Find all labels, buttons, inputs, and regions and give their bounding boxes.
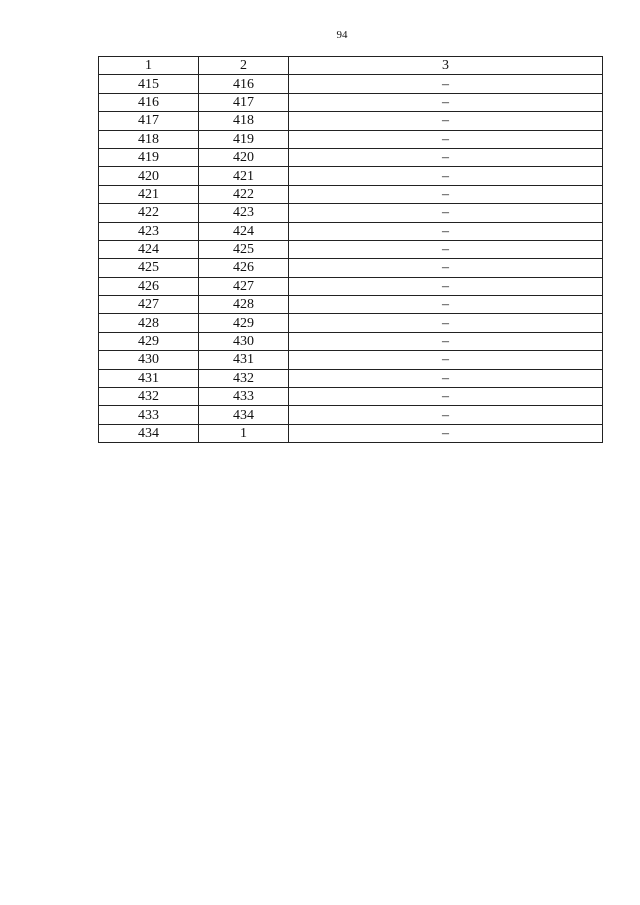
table-row xyxy=(99,75,603,93)
table-cell: – xyxy=(289,424,603,442)
table-cell: 421 xyxy=(99,185,199,203)
table-header xyxy=(99,57,603,75)
table-row xyxy=(99,222,603,240)
table-cell: – xyxy=(289,112,603,130)
table-cell: – xyxy=(289,259,603,277)
table-cell: 433 xyxy=(199,388,289,406)
table-cell: 423 xyxy=(99,222,199,240)
table-cell: 434 xyxy=(199,406,289,424)
table-row xyxy=(99,259,603,277)
header-row xyxy=(99,57,603,75)
table-cell: – xyxy=(289,130,603,148)
table-row xyxy=(99,112,603,130)
table-cell: 416 xyxy=(199,75,289,93)
table-cell: 427 xyxy=(199,277,289,295)
table-row xyxy=(99,406,603,424)
table-cell: 420 xyxy=(99,167,199,185)
table-cell: 418 xyxy=(99,130,199,148)
table-cell: 434 xyxy=(99,424,199,442)
table-cell: 429 xyxy=(199,314,289,332)
table-row xyxy=(99,369,603,387)
table-row xyxy=(99,93,603,111)
table-row xyxy=(99,167,603,185)
table-cell: – xyxy=(289,240,603,258)
table-row xyxy=(99,314,603,332)
table-cell: – xyxy=(289,406,603,424)
table-cell: – xyxy=(289,351,603,369)
table-row xyxy=(99,351,603,369)
table-cell: 422 xyxy=(99,204,199,222)
table-cell: – xyxy=(289,296,603,314)
table-cell: 419 xyxy=(199,130,289,148)
table-cell: 426 xyxy=(99,277,199,295)
table-cell: – xyxy=(289,185,603,203)
table-row xyxy=(99,332,603,350)
table-cell: 427 xyxy=(99,296,199,314)
table-row xyxy=(99,148,603,166)
column-header: 2 xyxy=(199,57,289,75)
table-cell: 420 xyxy=(199,148,289,166)
column-header: 1 xyxy=(99,57,199,75)
table-cell: 432 xyxy=(99,388,199,406)
table-cell: 432 xyxy=(199,369,289,387)
table-cell: – xyxy=(289,148,603,166)
table-row xyxy=(99,130,603,148)
table-cell: – xyxy=(289,277,603,295)
table-cell: 428 xyxy=(199,296,289,314)
table-cell: 417 xyxy=(199,93,289,111)
table-cell: – xyxy=(289,314,603,332)
table-cell: 426 xyxy=(199,259,289,277)
table-row xyxy=(99,185,603,203)
table-cell: 422 xyxy=(199,185,289,203)
table-cell: – xyxy=(289,222,603,240)
table-cell: 419 xyxy=(99,148,199,166)
table-cell: 425 xyxy=(99,259,199,277)
table-cell: 415 xyxy=(99,75,199,93)
table-cell: – xyxy=(289,369,603,387)
table-row xyxy=(99,204,603,222)
data-table xyxy=(98,56,603,443)
table-cell: – xyxy=(289,75,603,93)
table-cell: 416 xyxy=(99,93,199,111)
table-cell: – xyxy=(289,167,603,185)
page-number: 94 xyxy=(336,29,348,41)
table-cell: 421 xyxy=(199,167,289,185)
table-cell: – xyxy=(289,332,603,350)
table-cell: 425 xyxy=(199,240,289,258)
table-body xyxy=(99,75,603,443)
table-cell: 424 xyxy=(99,240,199,258)
table-cell: 424 xyxy=(199,222,289,240)
table-cell: – xyxy=(289,388,603,406)
table-cell: 429 xyxy=(99,332,199,350)
table-row xyxy=(99,240,603,258)
table-cell: 1 xyxy=(199,424,289,442)
table-cell: 418 xyxy=(199,112,289,130)
table-cell: 431 xyxy=(99,369,199,387)
table-row xyxy=(99,388,603,406)
table-cell: 428 xyxy=(99,314,199,332)
table-row xyxy=(99,296,603,314)
column-header: 3 xyxy=(289,57,603,75)
table-cell: 430 xyxy=(199,332,289,350)
table-row xyxy=(99,277,603,295)
table-cell: – xyxy=(289,204,603,222)
table-cell: – xyxy=(289,93,603,111)
table-cell: 417 xyxy=(99,112,199,130)
table-cell: 423 xyxy=(199,204,289,222)
table-cell: 430 xyxy=(99,351,199,369)
table-row xyxy=(99,424,603,442)
table-cell: 431 xyxy=(199,351,289,369)
table-cell: 433 xyxy=(99,406,199,424)
